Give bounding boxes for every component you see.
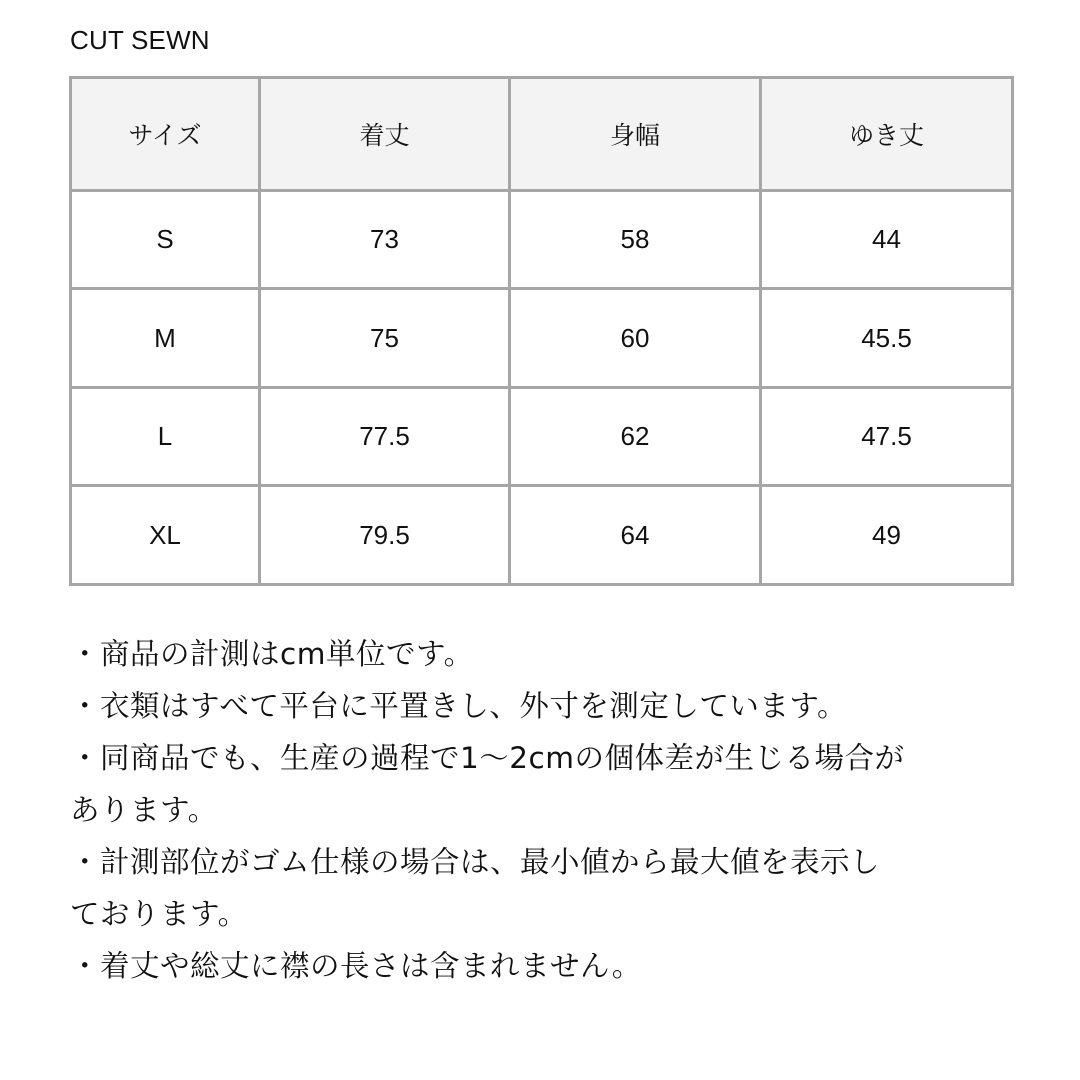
header-width: 身幅 [510, 78, 761, 191]
note-flat-measure: ・衣類はすべて平台に平置きし、外寸を測定しています。 [70, 689, 848, 723]
cell-sleeve: 45.5 [761, 289, 1013, 388]
note-unit: ・商品の計測はcm単位です。 [70, 637, 474, 671]
cell-length: 77.5 [260, 387, 510, 486]
header-size: サイズ [71, 78, 260, 191]
cell-length: 73 [260, 190, 510, 289]
table-row [71, 486, 1013, 585]
cell-sleeve: 49 [761, 486, 1013, 585]
table-row [71, 387, 1013, 486]
cell-sleeve: 44 [761, 190, 1013, 289]
table-header-row [71, 78, 1013, 191]
cell-sleeve: 47.5 [761, 387, 1013, 486]
cell-width: 58 [510, 190, 761, 289]
measurement-notes [70, 628, 1030, 992]
cell-size: S [71, 190, 260, 289]
cell-size: M [71, 289, 260, 388]
page-title: CUT SEWN [70, 25, 210, 55]
cell-width: 64 [510, 486, 761, 585]
table-row [71, 190, 1013, 289]
cell-size: XL [71, 486, 260, 585]
note-variance: ・同商品でも、生産の過程で1〜2cmの個体差が生じる場合が あります。 [70, 741, 905, 827]
size-table [69, 76, 1014, 586]
note-collar: ・着丈や総丈に襟の長さは含まれません。 [70, 949, 642, 983]
cell-length: 79.5 [260, 486, 510, 585]
table-row [71, 289, 1013, 388]
header-length: 着丈 [260, 78, 510, 191]
cell-length: 75 [260, 289, 510, 388]
header-sleeve: ゆき丈 [761, 78, 1013, 191]
cell-width: 60 [510, 289, 761, 388]
note-elastic: ・計測部位がゴム仕様の場合は、最小値から最大値を表示し ております。 [70, 845, 881, 931]
cell-width: 62 [510, 387, 761, 486]
cell-size: L [71, 387, 260, 486]
